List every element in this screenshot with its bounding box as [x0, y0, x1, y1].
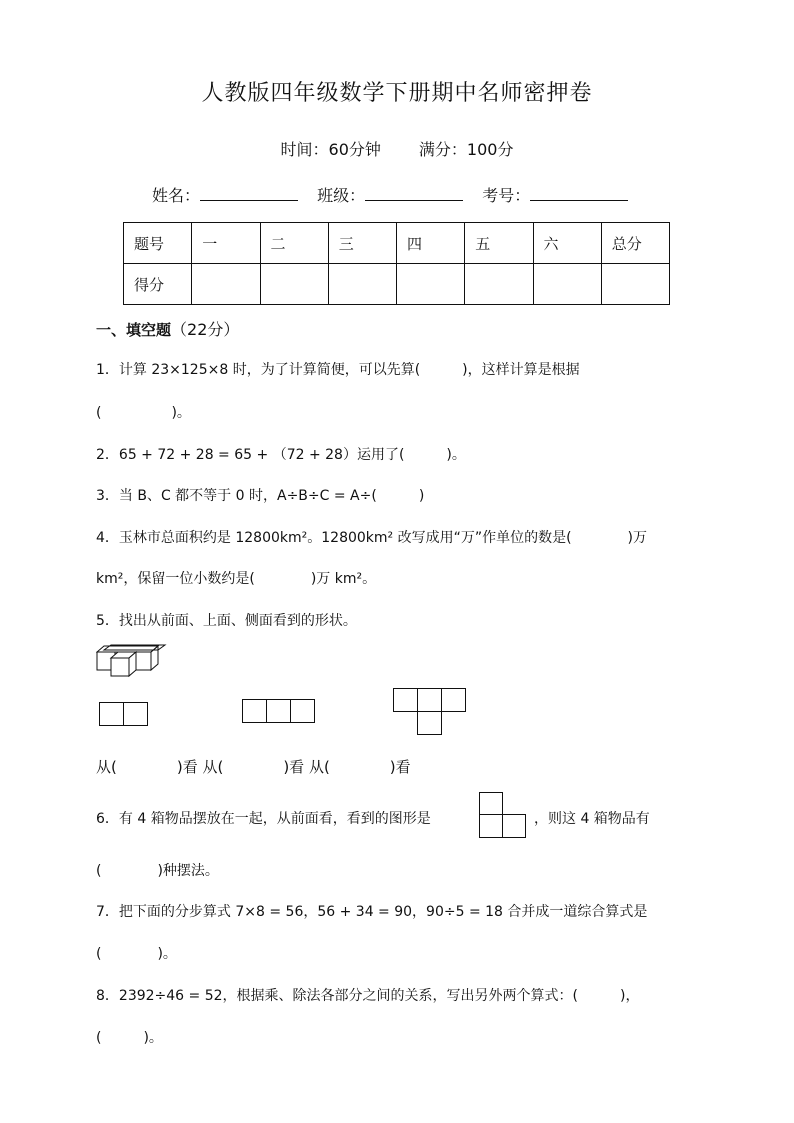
question-6-line-2: ( )种摆法。 — [96, 863, 219, 879]
time-label: 时间：60分钟 — [280, 140, 381, 159]
name-blank[interactable] — [200, 184, 298, 201]
name-label: 姓名： — [152, 186, 201, 205]
question-2: 2．65 + 72 + 28 = 65 + （72 + 28）运用了( )。 — [96, 447, 466, 463]
header-cell: 六 — [533, 223, 601, 264]
score-cell[interactable] — [192, 264, 260, 305]
question-3: 3．当 B、C 都不等于 0 时，A÷B÷C = A÷( ) — [96, 488, 425, 504]
score-cell[interactable] — [601, 264, 669, 305]
header-cell: 三 — [328, 223, 396, 264]
question-8-line-2: ( )。 — [96, 1030, 163, 1046]
section-points: （22分） — [171, 320, 240, 339]
full-score-label: 满分：100分 — [418, 140, 514, 159]
section-heading — [96, 317, 239, 340]
score-cell[interactable] — [260, 264, 328, 305]
question-5: 5．找出从前面、上面、侧面看到的形状。 — [96, 613, 357, 629]
question-8-line-1: 8．2392÷46 = 52，根据乘、除法各部分之间的关系，写出另外两个算式：( )， — [96, 988, 640, 1004]
header-cell: 二 — [260, 223, 328, 264]
score-cell[interactable] — [533, 264, 601, 305]
header-cell: 四 — [397, 223, 465, 264]
grid-square — [123, 702, 148, 726]
question-1-line-2: ( )。 — [96, 405, 191, 421]
question-1-line-1: 1．计算 23×125×8 时，为了计算简便，可以先算( )，这样计算是根据 — [96, 362, 580, 378]
header-cell: 总分 — [601, 223, 669, 264]
section-title: 一、填空题 — [96, 321, 172, 339]
question-7-line-1: 7．把下面的分步算式 7×8 = 56，56 + 34 = 90，90÷5 = 18 合并成一道综合算式是 — [96, 904, 648, 920]
exam-meta — [0, 137, 794, 160]
grid-square — [417, 711, 442, 735]
student-info — [152, 183, 642, 206]
question-6-line-1a: 6．有 4 箱物品摆放在一起，从前面看，看到的图形是 — [96, 811, 431, 827]
exam-title: 人教版四年级数学下册期中名师密押卷 — [201, 81, 593, 106]
header-cell: 一 — [192, 223, 260, 264]
grid-square — [99, 702, 124, 726]
class-blank[interactable] — [365, 184, 463, 201]
grid-square — [393, 688, 418, 712]
score-table-header-row — [124, 223, 670, 264]
score-table — [123, 222, 670, 305]
exam-no-label: 考号： — [482, 186, 531, 205]
question-6-line-1b: ，则这 4 箱物品有 — [534, 811, 650, 827]
question-5-views: 从( )看 从( )看 从( )看 — [96, 758, 411, 776]
class-label: 班级： — [317, 186, 366, 205]
grid-square — [417, 688, 442, 712]
grid-square — [479, 792, 503, 815]
row-label-cell: 得分 — [124, 264, 192, 305]
grid-square — [502, 814, 526, 838]
question-4-line-1: 4．玉林市总面积约是 12800km²。12800km² 改写成用“万”作单位的数是( )万 — [96, 530, 648, 546]
cube-arrangement-figure — [96, 642, 168, 680]
grid-square — [266, 699, 291, 723]
question-4-line-2: km²，保留一位小数约是( )万 km²。 — [96, 571, 377, 587]
score-table-score-row — [124, 264, 670, 305]
header-cell: 五 — [465, 223, 533, 264]
exam-no-blank[interactable] — [530, 184, 628, 201]
question-7-line-2: ( )。 — [96, 946, 177, 962]
grid-square — [479, 814, 503, 838]
header-cell: 题号 — [124, 223, 192, 264]
grid-square — [242, 699, 267, 723]
score-cell[interactable] — [465, 264, 533, 305]
score-cell[interactable] — [328, 264, 396, 305]
grid-square — [441, 688, 466, 712]
grid-square — [290, 699, 315, 723]
score-cell[interactable] — [397, 264, 465, 305]
